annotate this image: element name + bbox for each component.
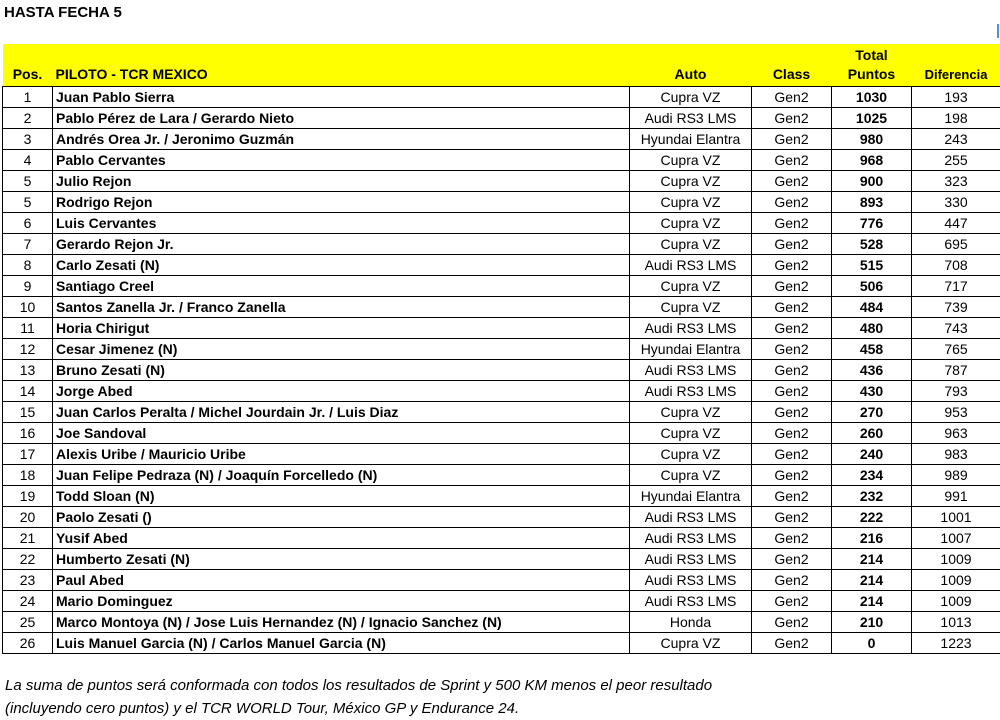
- table-row: [3, 297, 1000, 318]
- cell-piloto: Rodrigo Rejon: [53, 192, 630, 213]
- cell-pos: 15: [3, 402, 53, 423]
- cell-diferencia: 989: [912, 465, 1000, 486]
- cell-diferencia: 323: [912, 171, 1000, 192]
- cell-auto: Audi RS3 LMS: [630, 528, 752, 549]
- cell-diferencia: 717: [912, 276, 1000, 297]
- cell-diferencia: 1009: [912, 591, 1000, 612]
- cell-auto: Audi RS3 LMS: [630, 549, 752, 570]
- cell-diferencia: 953: [912, 402, 1000, 423]
- table-row: [3, 528, 1000, 549]
- cell-pos: 12: [3, 339, 53, 360]
- cell-class: Gen2: [752, 360, 832, 381]
- cell-puntos: 1030: [832, 87, 912, 108]
- cell-piloto: Santiago Creel: [53, 276, 630, 297]
- cell-pos: 14: [3, 381, 53, 402]
- cell-diferencia: 255: [912, 150, 1000, 171]
- cell-puntos: 458: [832, 339, 912, 360]
- table-row: [3, 213, 1000, 234]
- cell-class: Gen2: [752, 591, 832, 612]
- cell-diferencia: 243: [912, 129, 1000, 150]
- cell-auto: Cupra VZ: [630, 213, 752, 234]
- cell-class: Gen2: [752, 528, 832, 549]
- cell-pos: 21: [3, 528, 53, 549]
- cell-diferencia: 1009: [912, 549, 1000, 570]
- cell-class: Gen2: [752, 465, 832, 486]
- cell-class: Gen2: [752, 507, 832, 528]
- cell-auto: Audi RS3 LMS: [630, 255, 752, 276]
- cell-piloto: Cesar Jimenez (N): [53, 339, 630, 360]
- cell-piloto: Todd Sloan (N): [53, 486, 630, 507]
- footnote-line1: La suma de puntos será conformada con todos los resultados de Sprint y 500 KM menos el peor resultado: [5, 677, 712, 694]
- cell-piloto: Pablo Cervantes: [53, 150, 630, 171]
- cell-piloto: Santos Zanella Jr. / Franco Zanella: [53, 297, 630, 318]
- cell-puntos: 436: [832, 360, 912, 381]
- cell-pos: 19: [3, 486, 53, 507]
- cell-auto: Cupra VZ: [630, 276, 752, 297]
- cell-pos: 1: [3, 87, 53, 108]
- cell-pos: 16: [3, 423, 53, 444]
- cell-piloto: Pablo Pérez de Lara / Gerardo Nieto: [53, 108, 630, 129]
- cell-auto: Cupra VZ: [630, 87, 752, 108]
- cell-pos: 11: [3, 318, 53, 339]
- cell-pos: 5: [3, 171, 53, 192]
- cell-diferencia: 983: [912, 444, 1000, 465]
- cell-diferencia: 991: [912, 486, 1000, 507]
- cell-class: Gen2: [752, 444, 832, 465]
- cell-puntos: 210: [832, 612, 912, 633]
- cell-piloto: Joe Sandoval: [53, 423, 630, 444]
- cell-puntos: 430: [832, 381, 912, 402]
- table-row: [3, 360, 1000, 381]
- table-row: [3, 465, 1000, 486]
- cell-pos: 6: [3, 213, 53, 234]
- cell-pos: 25: [3, 612, 53, 633]
- cell-pos: 9: [3, 276, 53, 297]
- cell-auto: Cupra VZ: [630, 171, 752, 192]
- cell-auto: Cupra VZ: [630, 150, 752, 171]
- table-row: [3, 591, 1000, 612]
- cell-class: Gen2: [752, 108, 832, 129]
- cell-piloto: Juan Carlos Peralta / Michel Jourdain Jr. / Luis Diaz: [53, 402, 630, 423]
- header-diferencia: Diferencia: [912, 44, 1000, 87]
- cell-diferencia: 1007: [912, 528, 1000, 549]
- cell-diferencia: 708: [912, 255, 1000, 276]
- cell-diferencia: 198: [912, 108, 1000, 129]
- cell-diferencia: 739: [912, 297, 1000, 318]
- cell-class: Gen2: [752, 87, 832, 108]
- cell-class: Gen2: [752, 423, 832, 444]
- cell-puntos: 0: [832, 633, 912, 654]
- table-row: [3, 234, 1000, 255]
- cell-diferencia: 1001: [912, 507, 1000, 528]
- cell-auto: Cupra VZ: [630, 423, 752, 444]
- cell-puntos: 968: [832, 150, 912, 171]
- cell-pos: 22: [3, 549, 53, 570]
- cell-class: Gen2: [752, 213, 832, 234]
- cell-class: Gen2: [752, 570, 832, 591]
- table-row: [3, 108, 1000, 129]
- cell-piloto: Gerardo Rejon Jr.: [53, 234, 630, 255]
- cell-piloto: Jorge Abed: [53, 381, 630, 402]
- cell-class: Gen2: [752, 192, 832, 213]
- cell-piloto: Paul Abed: [53, 570, 630, 591]
- cell-auto: Cupra VZ: [630, 297, 752, 318]
- cell-puntos: 900: [832, 171, 912, 192]
- page-title: HASTA FECHA 5: [4, 4, 122, 21]
- cell-puntos: 222: [832, 507, 912, 528]
- cell-diferencia: 695: [912, 234, 1000, 255]
- cell-class: Gen2: [752, 234, 832, 255]
- cell-auto: Hyundai Elantra: [630, 486, 752, 507]
- cell-puntos: 515: [832, 255, 912, 276]
- cell-class: Gen2: [752, 381, 832, 402]
- cell-piloto: Bruno Zesati (N): [53, 360, 630, 381]
- cell-auto: Audi RS3 LMS: [630, 318, 752, 339]
- header-class: Class: [752, 44, 832, 87]
- cell-class: Gen2: [752, 486, 832, 507]
- cell-class: Gen2: [752, 633, 832, 654]
- table-row: [3, 402, 1000, 423]
- cell-auto: Audi RS3 LMS: [630, 381, 752, 402]
- table-row: [3, 486, 1000, 507]
- cell-diferencia: 1009: [912, 570, 1000, 591]
- cell-pos: 5: [3, 192, 53, 213]
- table-row: [3, 255, 1000, 276]
- cell-auto: Hyundai Elantra: [630, 339, 752, 360]
- cell-diferencia: 1223: [912, 633, 1000, 654]
- cell-puntos: 232: [832, 486, 912, 507]
- cell-piloto: Paolo Zesati (): [53, 507, 630, 528]
- cell-class: Gen2: [752, 318, 832, 339]
- cell-class: Gen2: [752, 339, 832, 360]
- cell-auto: Audi RS3 LMS: [630, 108, 752, 129]
- cell-piloto: Luis Cervantes: [53, 213, 630, 234]
- cell-pos: 4: [3, 150, 53, 171]
- cell-auto: Hyundai Elantra: [630, 129, 752, 150]
- cell-auto: Cupra VZ: [630, 234, 752, 255]
- cell-piloto: Luis Manuel Garcia (N) / Carlos Manuel Garcia (N): [53, 633, 630, 654]
- cell-diferencia: 193: [912, 87, 1000, 108]
- cell-diferencia: 963: [912, 423, 1000, 444]
- cell-piloto: Juan Felipe Pedraza (N) / Joaquín Forcelledo (N): [53, 465, 630, 486]
- footnote-line2: (incluyendo cero puntos) y el TCR WORLD Tour, México GP y Endurance 24.: [5, 700, 519, 717]
- cell-piloto: Yusif Abed: [53, 528, 630, 549]
- table-row: [3, 381, 1000, 402]
- cell-diferencia: 793: [912, 381, 1000, 402]
- cell-piloto: Andrés Orea Jr. / Jeronimo Guzmán: [53, 129, 630, 150]
- cell-auto: Audi RS3 LMS: [630, 360, 752, 381]
- cell-pos: 18: [3, 465, 53, 486]
- cell-piloto: Horia Chirigut: [53, 318, 630, 339]
- cell-auto: Cupra VZ: [630, 465, 752, 486]
- cell-pos: 20: [3, 507, 53, 528]
- table-row: [3, 276, 1000, 297]
- table-row: [3, 507, 1000, 528]
- cell-class: Gen2: [752, 402, 832, 423]
- cell-diferencia: 743: [912, 318, 1000, 339]
- cell-auto: Cupra VZ: [630, 402, 752, 423]
- cell-class: Gen2: [752, 150, 832, 171]
- table-row: [3, 423, 1000, 444]
- cell-puntos: 270: [832, 402, 912, 423]
- cell-auto: Audi RS3 LMS: [630, 507, 752, 528]
- cell-puntos: 893: [832, 192, 912, 213]
- cell-class: Gen2: [752, 549, 832, 570]
- cell-auto: Cupra VZ: [630, 633, 752, 654]
- standings-table: [2, 44, 1000, 654]
- cell-auto: Honda: [630, 612, 752, 633]
- header-piloto: PILOTO - TCR MEXICO: [53, 44, 630, 87]
- cell-pos: 13: [3, 360, 53, 381]
- header-total-line2: Puntos: [848, 66, 895, 82]
- table-body: [3, 87, 1000, 654]
- cell-pos: 2: [3, 108, 53, 129]
- cell-pos: 17: [3, 444, 53, 465]
- cell-piloto: Humberto Zesati (N): [53, 549, 630, 570]
- cell-diferencia: 330: [912, 192, 1000, 213]
- header-pos: Pos.: [3, 44, 53, 87]
- cell-diferencia: 787: [912, 360, 1000, 381]
- table-row: [3, 171, 1000, 192]
- cell-pos: 8: [3, 255, 53, 276]
- cell-puntos: 214: [832, 549, 912, 570]
- cell-class: Gen2: [752, 129, 832, 150]
- table-row: [3, 129, 1000, 150]
- cell-puntos: 484: [832, 297, 912, 318]
- table-row: [3, 444, 1000, 465]
- cell-pos: 26: [3, 633, 53, 654]
- cell-class: Gen2: [752, 276, 832, 297]
- table-row: [3, 150, 1000, 171]
- cell-diferencia: 1013: [912, 612, 1000, 633]
- table-row: [3, 549, 1000, 570]
- header-total-puntos: [832, 44, 912, 87]
- cell-cursor-marker: [997, 24, 999, 38]
- table-row: [3, 318, 1000, 339]
- cell-puntos: 260: [832, 423, 912, 444]
- cell-piloto: Carlo Zesati (N): [53, 255, 630, 276]
- cell-piloto: Marco Montoya (N) / Jose Luis Hernandez (N) / Ignacio Sanchez (N): [53, 612, 630, 633]
- table-row: [3, 339, 1000, 360]
- cell-diferencia: 765: [912, 339, 1000, 360]
- cell-diferencia: 447: [912, 213, 1000, 234]
- cell-puntos: 776: [832, 213, 912, 234]
- cell-auto: Cupra VZ: [630, 192, 752, 213]
- cell-puntos: 506: [832, 276, 912, 297]
- cell-auto: Audi RS3 LMS: [630, 591, 752, 612]
- cell-pos: 3: [3, 129, 53, 150]
- cell-auto: Cupra VZ: [630, 444, 752, 465]
- table-row: [3, 612, 1000, 633]
- cell-puntos: 528: [832, 234, 912, 255]
- table-row: [3, 87, 1000, 108]
- cell-piloto: Julio Rejon: [53, 171, 630, 192]
- cell-puntos: 214: [832, 591, 912, 612]
- cell-pos: 24: [3, 591, 53, 612]
- cell-puntos: 234: [832, 465, 912, 486]
- header-total-line1: Total: [855, 47, 887, 63]
- cell-class: Gen2: [752, 255, 832, 276]
- table-header: [3, 44, 1000, 87]
- cell-puntos: 240: [832, 444, 912, 465]
- cell-class: Gen2: [752, 297, 832, 318]
- cell-puntos: 980: [832, 129, 912, 150]
- cell-puntos: 214: [832, 570, 912, 591]
- cell-auto: Audi RS3 LMS: [630, 570, 752, 591]
- table-row: [3, 570, 1000, 591]
- cell-class: Gen2: [752, 612, 832, 633]
- cell-piloto: Mario Dominguez: [53, 591, 630, 612]
- cell-class: Gen2: [752, 171, 832, 192]
- cell-puntos: 216: [832, 528, 912, 549]
- table-row: [3, 633, 1000, 654]
- cell-pos: 7: [3, 234, 53, 255]
- cell-pos: 10: [3, 297, 53, 318]
- cell-puntos: 480: [832, 318, 912, 339]
- cell-piloto: Alexis Uribe / Mauricio Uribe: [53, 444, 630, 465]
- footnote: [5, 674, 995, 720]
- cell-puntos: 1025: [832, 108, 912, 129]
- cell-pos: 23: [3, 570, 53, 591]
- cell-piloto: Juan Pablo Sierra: [53, 87, 630, 108]
- table-row: [3, 192, 1000, 213]
- header-auto: Auto: [630, 44, 752, 87]
